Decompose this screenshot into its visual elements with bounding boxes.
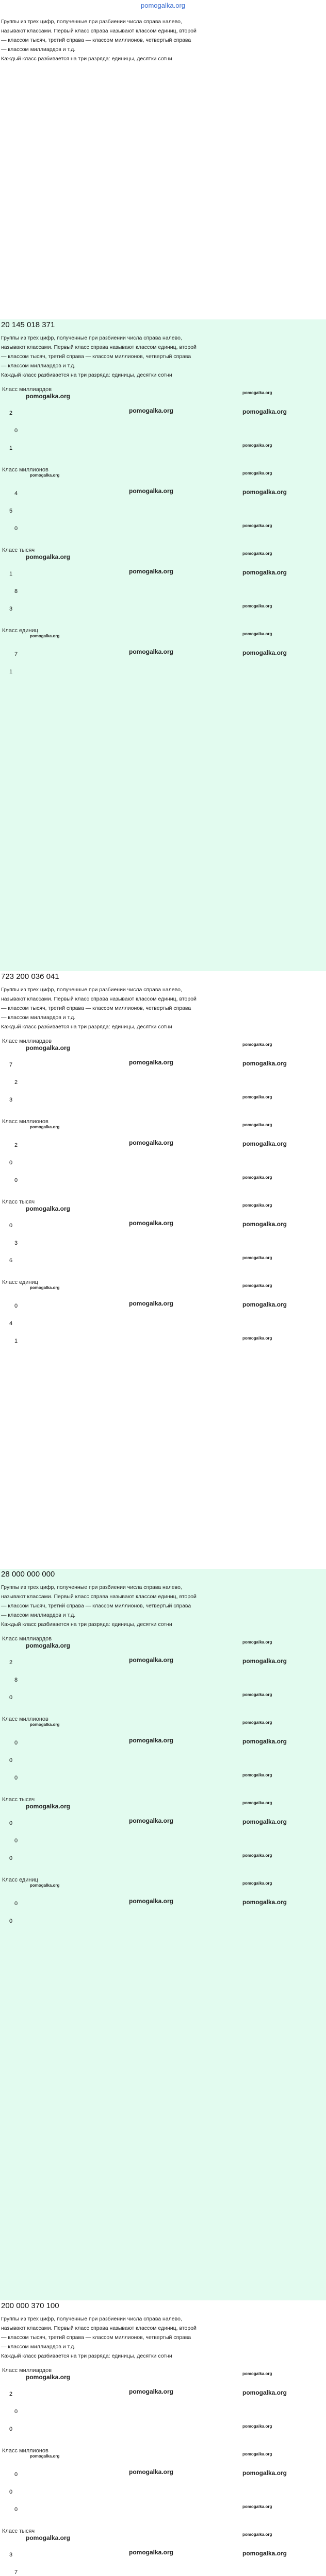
number-heading: 28 000 000 000 (1, 1570, 55, 1579)
number-block (0, 1569, 326, 2300)
intro-text-line: Группы из трех цифр, полученные при разбиении числа справа налево, (1, 1584, 182, 1590)
intro-text-line: — классом миллиардов и т.д. (1, 363, 76, 369)
watermark: pomogalka.org (129, 407, 174, 414)
watermark: pomogalka.org (129, 1059, 174, 1066)
watermark: pomogalka.org (242, 2371, 272, 2376)
digit: 0 (9, 1223, 13, 1229)
watermark: pomogalka.org (26, 553, 71, 561)
intro-text-line: — классом миллиардов и т.д. (1, 1014, 76, 1021)
class-label-thousands: Класс тысяч (2, 2528, 35, 2534)
watermark: pomogalka.org (129, 1817, 174, 1824)
watermark: pomogalka.org (30, 1883, 60, 1888)
watermark: pomogalka.org (242, 551, 272, 556)
watermark: pomogalka.org (242, 2389, 287, 2396)
digit: 0 (14, 1775, 18, 1781)
watermark: pomogalka.org (242, 2550, 287, 2557)
watermark: pomogalka.org (26, 2534, 71, 2541)
class-label-billions: Класс миллиардов (2, 1636, 52, 1642)
digit: 5 (9, 508, 13, 514)
watermark: pomogalka.org (242, 1640, 272, 1645)
intro-text-line: — классом миллиардов и т.д. (1, 46, 76, 53)
watermark: pomogalka.org (242, 632, 272, 636)
watermark: pomogalka.org (242, 488, 287, 496)
number-block (0, 2300, 326, 2576)
class-label-thousands: Класс тысяч (2, 1199, 35, 1205)
number-heading: 20 145 018 371 (1, 320, 55, 329)
watermark: pomogalka.org (242, 2532, 272, 2537)
watermark: pomogalka.org (129, 568, 174, 575)
number-heading: 200 000 370 100 (1, 2301, 59, 2310)
watermark: pomogalka.org (242, 1175, 272, 1180)
watermark: pomogalka.org (242, 1801, 272, 1805)
intro-text-line: называют классами. Первый класс справа называют классом единиц, второй (1, 1594, 197, 1600)
class-label-millions: Класс миллионов (2, 1118, 48, 1125)
watermark: pomogalka.org (242, 1773, 272, 1777)
digit: 2 (9, 1659, 13, 1666)
watermark: pomogalka.org (129, 487, 174, 495)
digit: 3 (14, 1240, 18, 1246)
watermark: pomogalka.org (242, 2452, 272, 2456)
intro-text-line: Каждый класс разбивается на три разряда: единицы, десятки сотни (1, 372, 172, 378)
intro-text-line: Каждый класс разбивается на три разряда: единицы, десятки сотни (1, 56, 172, 62)
digit: 3 (9, 606, 13, 612)
digit: 2 (14, 1142, 18, 1148)
watermark: pomogalka.org (242, 408, 287, 415)
watermark: pomogalka.org (30, 2454, 60, 2459)
digit: 0 (14, 1177, 18, 1183)
digit: 0 (14, 2506, 18, 2513)
intro-text-line: Каждый класс разбивается на три разряда: единицы, десятки сотни (1, 1024, 172, 1030)
watermark: pomogalka.org (242, 1853, 272, 1858)
watermark: pomogalka.org (129, 2388, 174, 2395)
watermark: pomogalka.org (242, 1140, 287, 1147)
watermark: pomogalka.org (26, 1803, 71, 1810)
watermark: pomogalka.org (242, 1336, 272, 1341)
watermark: pomogalka.org (242, 523, 272, 528)
watermark: pomogalka.org (242, 1123, 272, 1127)
class-label-billions: Класс миллиардов (2, 2367, 52, 2374)
class-label-millions: Класс миллионов (2, 1716, 48, 1722)
watermark: pomogalka.org (26, 2374, 71, 2381)
watermark: pomogalka.org (30, 1285, 60, 1290)
watermark: pomogalka.org (242, 1042, 272, 1047)
class-label-millions: Класс миллионов (2, 467, 48, 473)
watermark: pomogalka.org (242, 1720, 272, 1725)
digit: 0 (9, 2426, 13, 2432)
digit: 0 (14, 1303, 18, 1309)
digit: 1 (9, 445, 13, 451)
watermark: pomogalka.org (242, 1738, 287, 1745)
digit: 0 (14, 428, 18, 434)
intro-text-line: — классом миллиардов и т.д. (1, 1612, 76, 1618)
digit: 7 (9, 1062, 13, 1068)
intro-text-line: — классом миллиардов и т.д. (1, 2344, 76, 2350)
watermark: pomogalka.org (242, 1692, 272, 1697)
digit: 4 (14, 490, 18, 497)
digit: 8 (14, 1677, 18, 1683)
intro-text-line: называют классами. Первый класс справа называют классом единиц, второй (1, 28, 197, 34)
watermark: pomogalka.org (30, 634, 60, 638)
watermark: pomogalka.org (129, 1300, 174, 1307)
digit: 0 (14, 1901, 18, 1907)
watermark: pomogalka.org (242, 1095, 272, 1099)
digit: 0 (9, 1694, 13, 1701)
digit: 2 (14, 1079, 18, 1086)
digit: 8 (14, 588, 18, 595)
number-block (0, 971, 326, 1569)
intro-text-line: называют классами. Первый класс справа называют классом единиц, второй (1, 2325, 197, 2331)
digit: 0 (9, 1757, 13, 1764)
watermark: pomogalka.org (129, 648, 174, 655)
digit: 7 (14, 651, 18, 657)
intro-text-line: Группы из трех цифр, полученные при разбиении числа справа налево, (1, 335, 182, 341)
digit: 0 (14, 1740, 18, 1746)
digit: 0 (14, 526, 18, 532)
digit: 2 (9, 2391, 13, 2397)
watermark: pomogalka.org (129, 1219, 174, 1227)
digit: 7 (14, 2569, 18, 2575)
watermark: pomogalka.org (242, 649, 287, 656)
digit: 4 (9, 1320, 13, 1327)
number-block (0, 319, 326, 971)
watermark: pomogalka.org (242, 1818, 287, 1825)
class-label-units: Класс единиц (2, 1279, 38, 1285)
digit: 3 (9, 1097, 13, 1103)
watermark: pomogalka.org (129, 1656, 174, 1664)
watermark: pomogalka.org (129, 1897, 174, 1905)
intro-text-line: — классом тысяч, третий справа — классом миллионов, четвертый справа (1, 2334, 191, 2341)
watermark: pomogalka.org (242, 1881, 272, 1886)
watermark: pomogalka.org (30, 473, 60, 478)
watermark: pomogalka.org (30, 1722, 60, 1727)
digit: 0 (9, 2489, 13, 2495)
digit: 1 (14, 1338, 18, 1344)
digit: 0 (14, 2471, 18, 2478)
intro-text-line: Группы из трех цифр, полученные при разбиении числа справа налево, (1, 19, 182, 25)
digit: 0 (14, 2409, 18, 2415)
watermark: pomogalka.org (26, 393, 71, 400)
digit: 1 (9, 571, 13, 577)
watermark: pomogalka.org (242, 2504, 272, 2509)
class-label-thousands: Класс тысяч (2, 547, 35, 553)
intro-text-line: называют классами. Первый класс справа называют классом единиц, второй (1, 344, 197, 350)
intro-text-line: Группы из трех цифр, полученные при разбиении числа справа налево, (1, 2316, 182, 2322)
watermark: pomogalka.org (129, 1737, 174, 1744)
watermark: pomogalka.org (242, 1221, 287, 1228)
number-heading: 723 200 036 041 (1, 972, 59, 981)
intro-text-line: — классом тысяч, третий справа — классом миллионов, четвертый справа (1, 1005, 191, 1011)
watermark: pomogalka.org (242, 1899, 287, 1906)
watermark: pomogalka.org (242, 1060, 287, 1067)
class-label-billions: Класс миллиардов (2, 1038, 52, 1044)
watermark: pomogalka.org (242, 1203, 272, 1208)
watermark: pomogalka.org (242, 1256, 272, 1260)
watermark: pomogalka.org (26, 1642, 71, 1649)
watermark: pomogalka.org (242, 1283, 272, 1288)
digit: 0 (9, 1820, 13, 1826)
watermark: pomogalka.org (242, 569, 287, 576)
class-label-units: Класс единиц (2, 628, 38, 634)
digit: 0 (9, 1160, 13, 1166)
watermark: pomogalka.org (242, 471, 272, 476)
watermark: pomogalka.org (242, 2469, 287, 2477)
watermark: pomogalka.org (129, 2468, 174, 2476)
digit: 3 (9, 2552, 13, 2558)
watermark: pomogalka.org (30, 1125, 60, 1129)
watermark: pomogalka.org (242, 1657, 287, 1665)
class-label-thousands: Класс тысяч (2, 1797, 35, 1803)
digit: 2 (9, 410, 13, 416)
digit: 0 (9, 1918, 13, 1924)
intro-text-line: — классом тысяч, третий справа — классом миллионов, четвертый справа (1, 353, 191, 360)
class-label-units: Класс единиц (2, 1877, 38, 1883)
watermark: pomogalka.org (242, 443, 272, 448)
watermark: pomogalka.org (129, 2549, 174, 2556)
digit: 6 (9, 1258, 13, 1264)
class-label-billions: Класс миллиардов (2, 386, 52, 393)
site-link[interactable]: pomogalka.org (141, 2, 185, 9)
intro-text-line: — классом тысяч, третий справа — классом миллионов, четвертый справа (1, 1603, 191, 1609)
intro-text-line: называют классами. Первый класс справа называют классом единиц, второй (1, 996, 197, 1002)
watermark: pomogalka.org (242, 391, 272, 395)
digit: 0 (9, 1855, 13, 1861)
watermark: pomogalka.org (129, 1139, 174, 1146)
watermark: pomogalka.org (26, 1205, 71, 1212)
intro-text-line: — классом тысяч, третий справа — классом миллионов, четвертый справа (1, 37, 191, 43)
digit: 1 (9, 669, 13, 675)
class-label-millions: Класс миллионов (2, 2448, 48, 2454)
watermark: pomogalka.org (242, 2424, 272, 2429)
intro-text-line: Каждый класс разбивается на три разряда: единицы, десятки сотни (1, 1621, 172, 1628)
watermark: pomogalka.org (242, 604, 272, 608)
digit: 0 (14, 1838, 18, 1844)
intro-text-line: Каждый класс разбивается на три разряда: единицы, десятки сотни (1, 2353, 172, 2359)
intro-text-line: Группы из трех цифр, полученные при разбиении числа справа налево, (1, 987, 182, 993)
watermark: pomogalka.org (242, 1301, 287, 1308)
watermark: pomogalka.org (26, 1044, 71, 1052)
